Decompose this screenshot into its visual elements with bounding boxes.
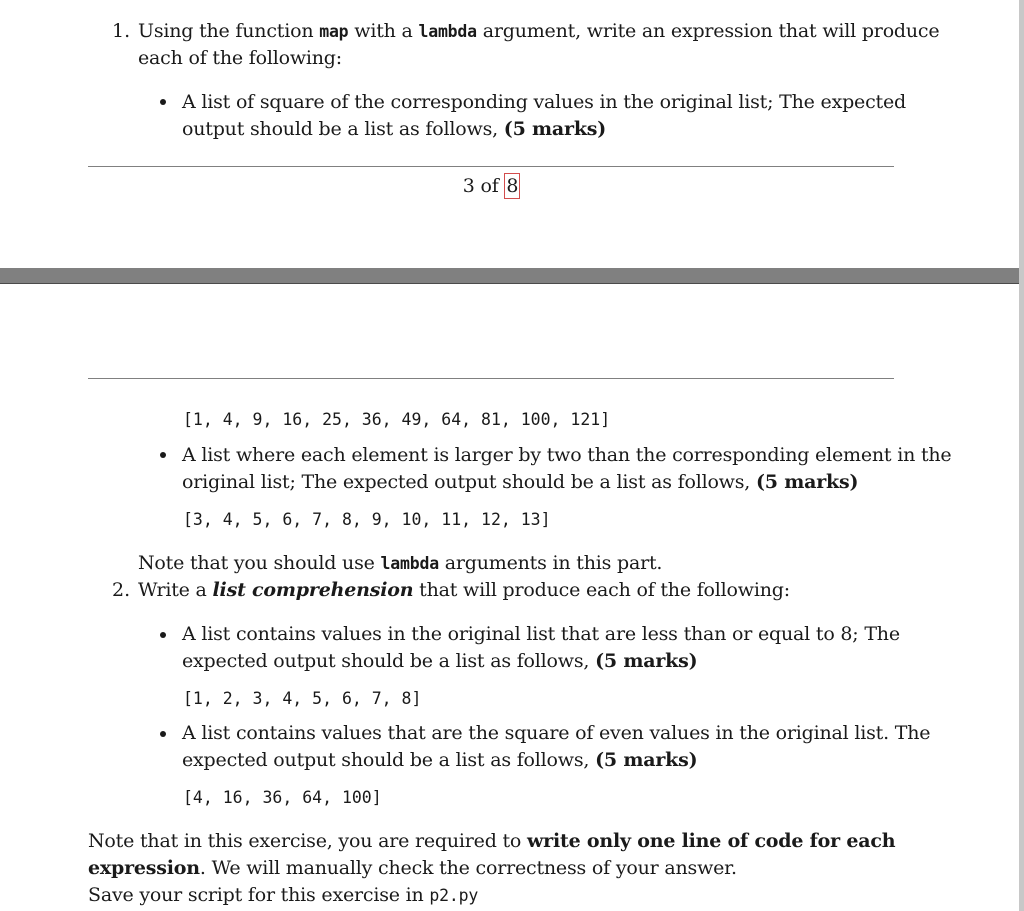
bullet-dot	[160, 99, 166, 105]
question-2-number: 2.	[112, 579, 131, 601]
marks-label: (5 marks)	[595, 749, 698, 771]
marks-label: (5 marks)	[755, 471, 859, 493]
marks-label: (5 marks)	[503, 118, 607, 140]
code-output-4: [4, 16, 36, 64, 100]	[183, 788, 382, 807]
note-2-line-1: Note that in this exercise, you are required to write only one line of code for each	[88, 830, 896, 852]
note-2-line-2: expression. We will manually check the correctness of your answer.	[88, 857, 737, 879]
header-rule	[88, 378, 894, 379]
page-indicator: 3 of 8	[462, 175, 519, 197]
bullet-dot	[160, 632, 166, 638]
question-2-text: Write a list comprehension that will produce each of the following:	[138, 579, 790, 601]
page-number-link[interactable]: 8	[506, 175, 519, 197]
bullet-1-line-2: output should be a list as follows, (5 marks)	[182, 118, 607, 140]
bullet-3-line-1: A list contains values in the original list that are less than or equal to 8; The	[182, 623, 900, 645]
bullet-2-line-1: A list where each element is larger by two than the corresponding element in the	[182, 444, 952, 466]
page-separator	[0, 268, 1024, 284]
bullet-4-line-1: A list contains values that are the square of even values in the original list. The	[182, 722, 931, 744]
bullet-dot	[160, 452, 166, 458]
filename: p2.py	[429, 886, 479, 905]
bullet-2-line-2: original list; The expected output should be a list as follows, (5 marks)	[182, 471, 859, 493]
note-lambda: Note that you should use lambda arguments in this part.	[138, 552, 663, 574]
note-2-line-3: Save your script for this exercise in p2.py	[88, 884, 479, 906]
bullet-3-line-2: expected output should be a list as follows, (5 marks)	[182, 650, 698, 672]
marks-label: (5 marks)	[595, 650, 698, 672]
question-1-number: 1.	[112, 20, 131, 42]
footer-rule	[88, 166, 894, 167]
viewer-scroll-edge[interactable]	[1019, 0, 1024, 911]
question-1-line-2: each of the following:	[138, 47, 342, 69]
code-output-2: [3, 4, 5, 6, 7, 8, 9, 10, 11, 12, 13]	[183, 510, 551, 529]
code-output-1: [1, 4, 9, 16, 25, 36, 49, 64, 81, 100, 121]	[183, 410, 611, 429]
code-output-3: [1, 2, 3, 4, 5, 6, 7, 8]	[183, 689, 422, 708]
bullet-1-line-1: A list of square of the corresponding values in the original list; The expected	[182, 91, 906, 113]
bullet-4-line-2: expected output should be a list as follows, (5 marks)	[182, 749, 698, 771]
question-1-line-1: Using the function map with a lambda argument, write an expression that will produce	[138, 20, 940, 42]
list-comprehension-emphasis: list comprehension	[212, 579, 414, 601]
bullet-dot	[160, 731, 166, 737]
page-separator-edge	[0, 283, 1024, 284]
